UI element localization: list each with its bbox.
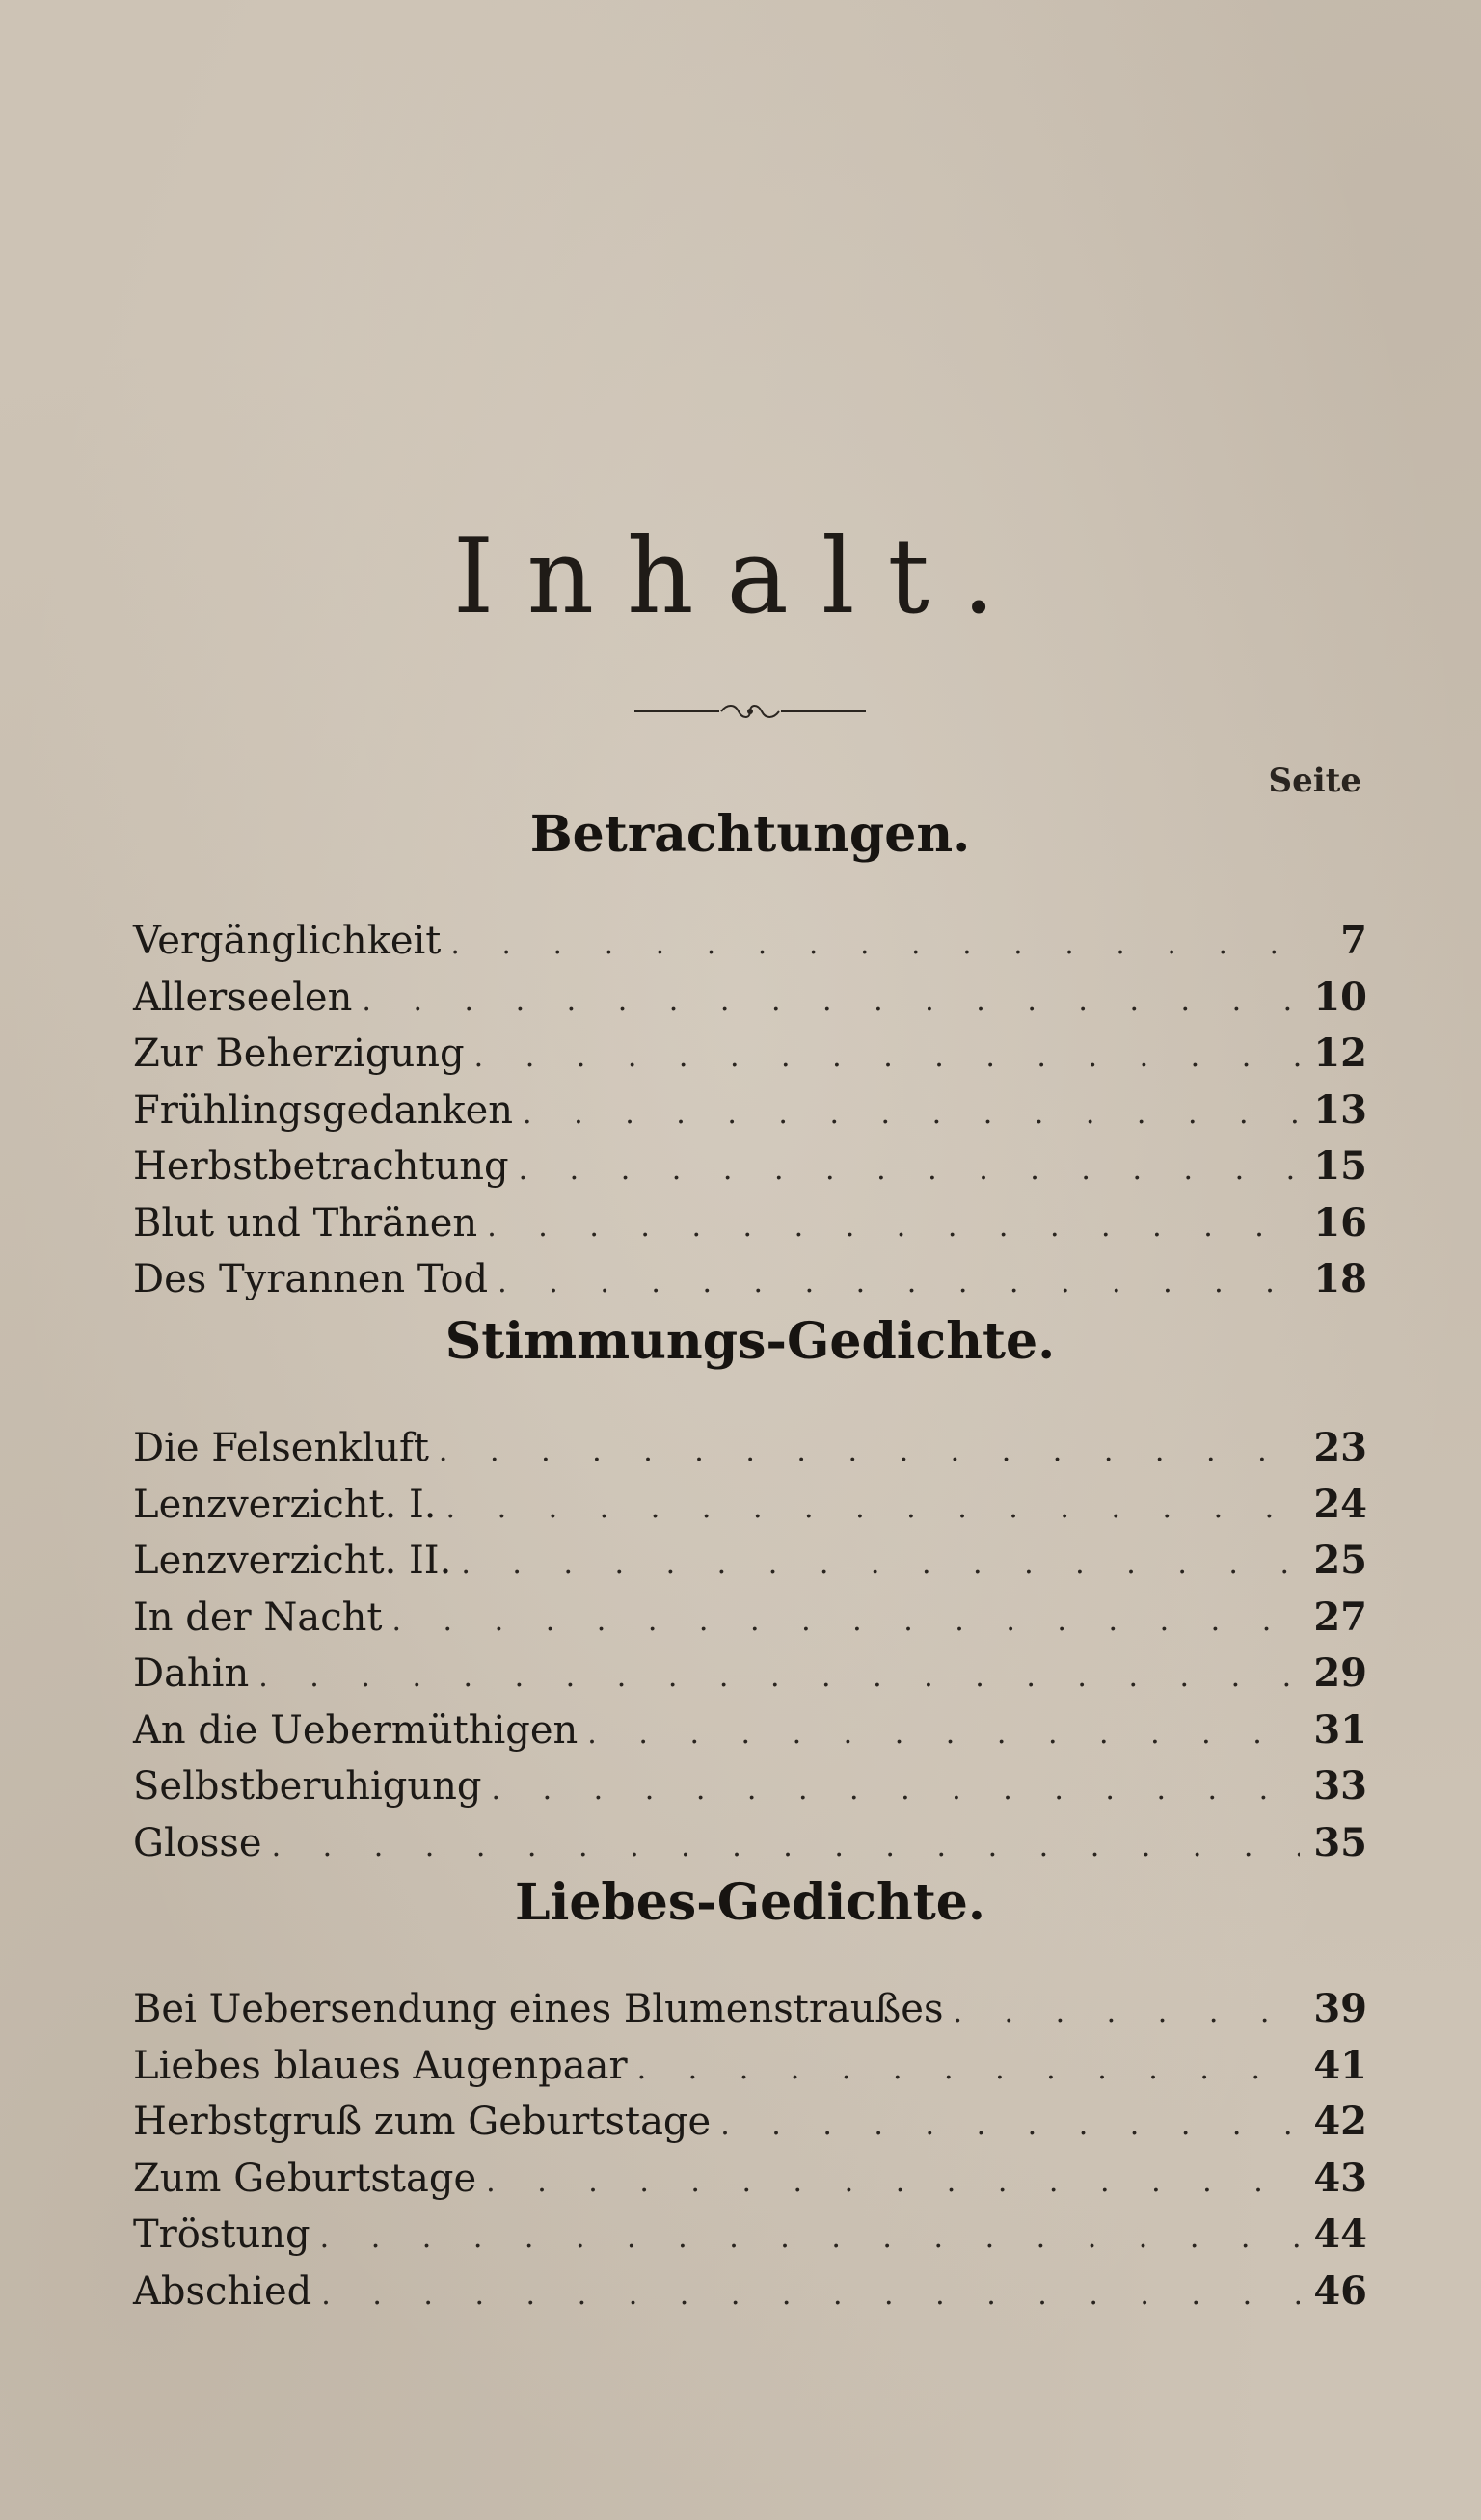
dot-leader	[486, 2165, 1300, 2199]
entry-page-number: 7	[1340, 918, 1367, 963]
entry-title: Frühlingsgedanken	[133, 1087, 514, 1133]
toc-entry	[133, 2212, 1367, 2268]
toc-entry	[133, 1031, 1367, 1087]
entry-page-number: 18	[1313, 1256, 1367, 1301]
entry-title: An die Uebermüthigen	[133, 1707, 579, 1753]
section-heading: Liebes-Gedichte.	[515, 1873, 985, 1932]
entry-page-number: 25	[1313, 1538, 1367, 1583]
entry-title: Vergänglichkeit	[133, 919, 442, 963]
ornament-divider	[634, 700, 866, 723]
entry-page-number: 23	[1313, 1425, 1367, 1470]
dot-leader	[446, 1491, 1300, 1525]
entry-title: Blut und Thränen	[133, 1200, 478, 1246]
entry-title: Selbstberuhigung	[133, 1764, 482, 1809]
entry-page-number: 31	[1313, 1706, 1367, 1753]
entry-title: Bei Uebersendung eines Blumenstraußes	[133, 1987, 944, 2031]
toc-entry	[133, 1820, 1367, 1877]
entry-title: Allerseelen	[133, 975, 353, 1020]
entry-page-number: 41	[1313, 2042, 1367, 2088]
entry-page-number: 27	[1313, 1594, 1367, 1640]
toc-entry	[133, 1482, 1367, 1539]
toc-entry	[133, 1200, 1367, 1257]
dot-leader	[450, 927, 1300, 961]
dot-leader	[362, 984, 1300, 1018]
entry-page-number: 44	[1313, 2212, 1367, 2257]
dot-leader	[258, 1660, 1300, 1694]
entry-page-number: 46	[1313, 2267, 1367, 2314]
entry-page-number: 16	[1313, 1199, 1367, 1246]
section-heading: Stimmungs-Gedichte.	[444, 1312, 1056, 1371]
dot-leader	[474, 1040, 1300, 1074]
entry-title: In der Nacht	[133, 1595, 383, 1640]
entry-title: Herbstbetrachtung	[133, 1144, 509, 1189]
section-heading: Betrachtungen.	[529, 805, 971, 864]
dot-leader	[492, 1773, 1300, 1807]
toc-entry	[133, 975, 1367, 1032]
entry-title: Zur Beherzigung	[133, 1032, 465, 1076]
entry-page-number: 42	[1313, 2099, 1367, 2144]
entry-title: Lenzverzicht. II.	[133, 1539, 452, 1583]
dot-leader	[272, 1830, 1300, 1863]
dot-leader	[523, 1097, 1300, 1131]
dot-leader	[321, 2278, 1300, 2312]
toc-entry	[133, 1763, 1367, 1820]
entry-page-number: 10	[1313, 974, 1367, 1020]
entry-title: Dahin	[133, 1651, 250, 1696]
dot-leader	[953, 1996, 1300, 2029]
page-column-label: Seite	[1268, 762, 1361, 800]
toc-entry	[133, 1650, 1367, 1707]
dot-leader	[637, 2052, 1300, 2086]
dot-leader	[320, 2221, 1300, 2255]
dot-leader	[439, 1434, 1300, 1468]
entry-page-number: 24	[1313, 1481, 1367, 1527]
entry-title: Des Tyrannen Tod	[133, 1257, 489, 1301]
entry-page-number: 13	[1313, 1086, 1367, 1133]
entry-title: Glosse	[133, 1820, 262, 1865]
toc-entry	[133, 2099, 1367, 2156]
entry-title: Abschied	[133, 2268, 312, 2314]
toc-entry	[133, 2268, 1367, 2325]
toc-entry	[133, 1986, 1367, 2043]
entry-page-number: 39	[1313, 1986, 1367, 2031]
toc-entry	[133, 1538, 1367, 1595]
dot-leader	[720, 2108, 1300, 2142]
entry-title: Herbstgruß zum Geburtstage	[133, 2100, 712, 2144]
entry-page-number: 12	[1313, 1031, 1367, 1076]
dot-leader	[487, 1210, 1300, 1244]
toc-entry	[133, 1707, 1367, 1764]
toc-entry	[133, 1595, 1367, 1651]
entry-page-number: 35	[1313, 1819, 1367, 1865]
toc-entry	[133, 2156, 1367, 2212]
section-liebes-gedichte	[133, 1873, 1367, 2324]
section-betrachtungen	[133, 805, 1367, 1313]
entry-title: Lenzverzicht. I.	[133, 1482, 437, 1527]
entry-page-number: 43	[1313, 2155, 1367, 2201]
entry-title: Liebes blaues Augenpaar	[133, 2043, 628, 2088]
dot-leader	[587, 1717, 1300, 1751]
toc-entry	[133, 1087, 1367, 1144]
entry-list	[133, 918, 1367, 1313]
section-stimmungs-gedichte	[133, 1312, 1367, 1876]
dot-leader	[391, 1604, 1300, 1638]
entry-list	[133, 1986, 1367, 2324]
entry-page-number: 29	[1313, 1650, 1367, 1696]
toc-entry	[133, 2043, 1367, 2100]
toc-entry	[133, 918, 1367, 975]
toc-entry	[133, 1143, 1367, 1200]
page-title: Inhalt.	[452, 517, 1029, 637]
toc-entry	[133, 1256, 1367, 1313]
entry-page-number: 33	[1313, 1763, 1367, 1809]
entry-title: Tröstung	[133, 2212, 310, 2257]
toc-entry	[133, 1425, 1367, 1482]
entry-list	[133, 1425, 1367, 1876]
dot-leader	[461, 1547, 1300, 1581]
entry-page-number: 15	[1313, 1143, 1367, 1189]
entry-title: Zum Geburtstage	[133, 2156, 477, 2201]
entry-title: Die Felsenkluft	[133, 1426, 429, 1470]
dot-leader	[498, 1266, 1300, 1300]
dot-leader	[519, 1153, 1300, 1187]
